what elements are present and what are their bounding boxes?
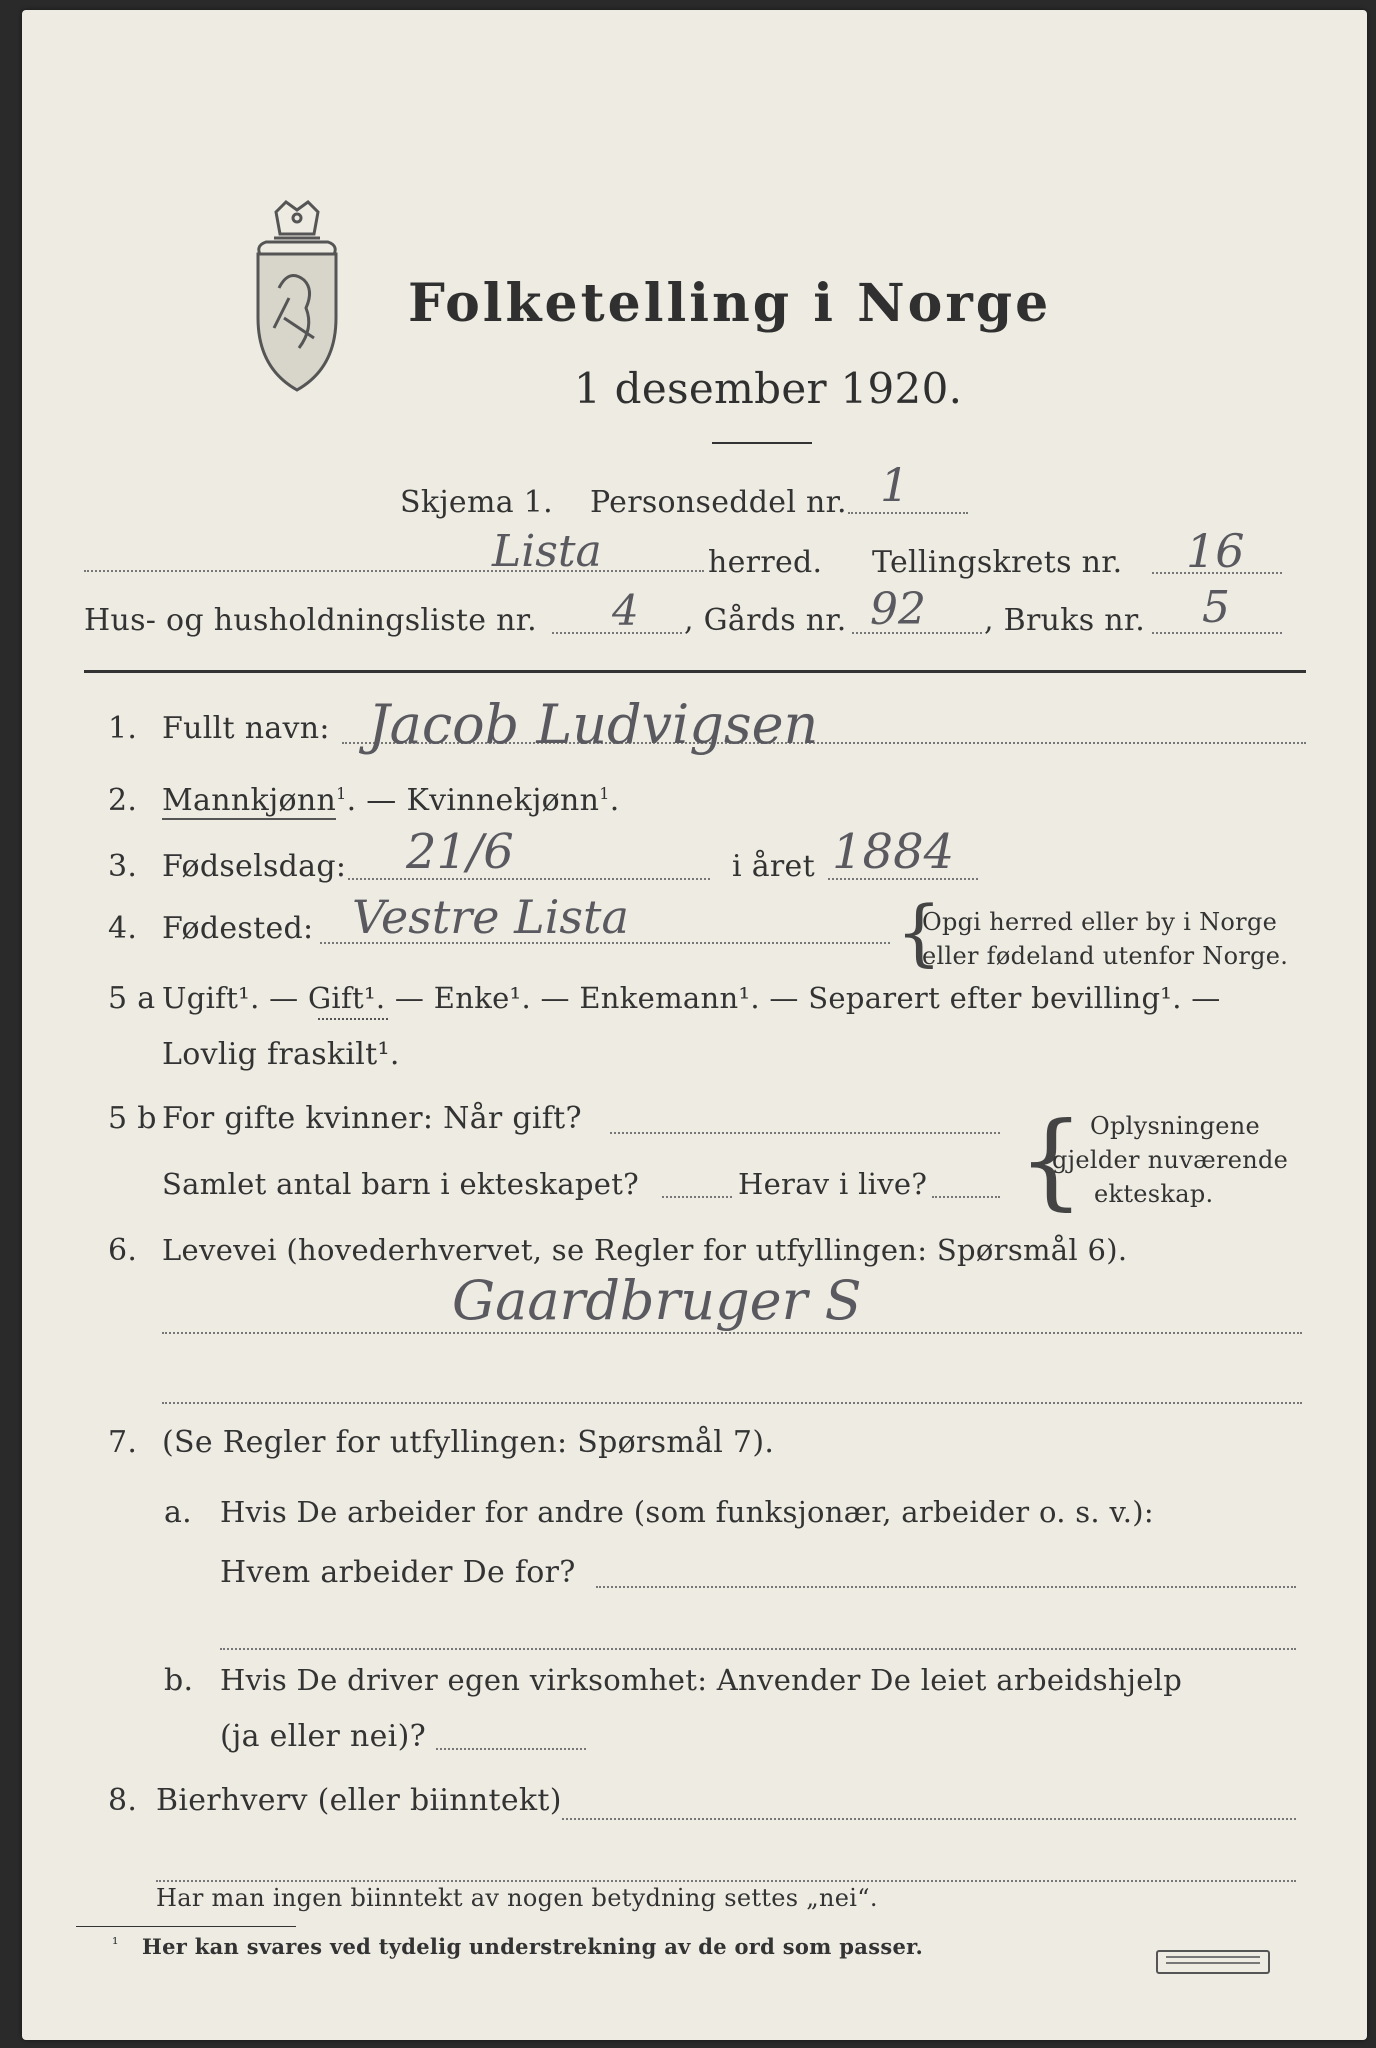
hus-value[interactable]: 4 [612, 586, 639, 635]
q3-label: Fødselsdag: [162, 849, 347, 884]
q7b-line2: (ja eller nei)? [220, 1719, 426, 1754]
q6-number: 6. [108, 1233, 138, 1268]
form-title: Folketelling i Norge [408, 273, 1052, 334]
q3-number: 3. [108, 849, 138, 884]
q1-number: 1. [108, 711, 138, 746]
q4-number: 4. [108, 911, 138, 946]
q5b-number: 5 b [108, 1101, 157, 1136]
personseddel-value[interactable]: 1 [880, 458, 910, 512]
q5b-children-label: Samlet antal barn i ekteskapet? [162, 1167, 639, 1201]
q5b-note-line3: ekteskap. [1094, 1180, 1214, 1208]
q7a-number: a. [164, 1495, 193, 1530]
birthplace-value[interactable]: Vestre Lista [352, 890, 629, 944]
biinntekt-note: Har man ingen biinntekt av nogen betydning settes „nei“. [156, 1884, 878, 1912]
census-date: 1 desember 1920. [574, 364, 963, 413]
q7b-line1: Hvis De driver egen virksomhet: Anvender De leiet arbeidshjelp [220, 1663, 1183, 1697]
kvinnekjonn-option[interactable]: Kvinnekjønn [406, 783, 600, 818]
tellingskrets-label: Tellingskrets nr. [872, 545, 1123, 580]
gards-label: , Gårds nr. [684, 603, 847, 638]
coat-of-arms-icon [244, 198, 350, 398]
year-label: i året [732, 849, 815, 884]
full-name-value[interactable]: Jacob Ludvigsen [368, 693, 819, 756]
personseddel-label: Personseddel nr. [590, 485, 847, 520]
q7-label: (Se Regler for utfyllingen: Spørsmål 7). [162, 1425, 775, 1460]
title-underline [712, 442, 812, 444]
marital-status-options[interactable]: Ugift¹. — Gift¹. — Enke¹. — Enkemann¹. — Separert efter bevilling¹. — [162, 981, 1221, 1015]
q5a-number: 5 a [108, 981, 156, 1016]
herred-label: herred. [708, 545, 823, 580]
q5b-married-when-label: For gifte kvinner: Når gift? [162, 1101, 582, 1136]
hus-label: Hus- og husholdningsliste nr. [84, 603, 537, 638]
skjema-label: Skjema 1. [400, 485, 553, 520]
q2-number: 2. [108, 783, 138, 818]
q7b-answer-line[interactable] [436, 1748, 586, 1750]
footnote-text: Her kan svares ved tydelig understrekning av de ord som passer. [142, 1934, 924, 1959]
q7a-line1: Hvis De arbeider for andre (som funksjonær, arbeider o. s. v.): [220, 1495, 1154, 1529]
q7a-line2: Hvem arbeider De for? [220, 1555, 576, 1590]
birth-year-value[interactable]: 1884 [832, 824, 955, 880]
birth-date-value[interactable]: 21/6 [406, 824, 514, 880]
q2-options: Mannkjønn$^1$. — Kvinnekjønn$^1$. [162, 783, 620, 818]
birthplace-note-line2: eller fødeland utenfor Norge. [922, 942, 1289, 970]
occupation-value[interactable]: Gaardbruger S [452, 1269, 862, 1332]
gift-underline [318, 1018, 388, 1020]
q4-label: Fødested: [162, 911, 314, 946]
gards-value[interactable]: 92 [870, 584, 926, 635]
bruks-value[interactable]: 5 [1202, 582, 1230, 633]
header-separator [84, 670, 1306, 673]
q7-number: 7. [108, 1425, 138, 1460]
q8-label: Bierhverv (eller biinntekt) [156, 1783, 562, 1818]
footnote-separator [76, 1926, 296, 1927]
bruks-label: , Bruks nr. [984, 603, 1146, 638]
footnote-mark: ¹ [112, 1934, 119, 1953]
q6-label: Levevei (hovederhvervet, se Regler for utfyllingen: Spørsmål 6). [162, 1233, 1128, 1267]
q7a-answer-line[interactable] [596, 1586, 1296, 1588]
census-form-page: Folketelling i Norge 1 desember 1920. Skjema 1. Personseddel nr. 1 Lista herred. Tellingskrets nr. 16 Hus- og husholdningsliste nr. 4 , Gårds nr. 92 , Bruks nr. 5 1. Fullt navn: Jacob Ludvigsen 2. Mannkjønn$^1$. — Kvinnekjønn$^1$. 3. Fødselsdag: 21/6 i året 1884 4. Fødested: Vestre Lista { Opgi herred eller by i Norge eller fødeland utenfor Norge. 5 a Ugift¹. — Gift¹. — Enke¹. — Enkemann¹. — Separert efter bevilling¹. — Lovlig fraskilt¹. 5 b For gifte kvinner: Når gift? Samlet antal barn i ekteskapet? Herav i live? { Oplysningene gjelder nuværende ekteskap. 6. Levevei (hovederhvervet, se Regler for utfyllingen: Spørsmål 6). Gaardbruger S 7. (Se Regler for utfyllingen: Spørsmål 7). a. Hvis De arbeider for andre (som funksjonær, arbeider o. s. v.): Hvem arbeider De for? b. Hvis De driver egen virksomhet: Anvender De leiet arbeidshjelp (ja eller nei)? 8. Bierhverv (eller biinntekt) Har man ingen biinntekt av nogen betydning settes „nei“. ¹ Her kan svares ved tydelig understrekning av de ord som passer. [22, 10, 1367, 2040]
q8-number: 8. [108, 1783, 138, 1818]
q5b-note-line1: Oplysningene [1090, 1112, 1261, 1140]
q5b-note-line2: gjelder nuværende [1052, 1146, 1289, 1174]
q8-answer-line[interactable] [562, 1818, 1296, 1820]
q5b-alive-label: Herav i live? [738, 1167, 928, 1201]
herred-value[interactable]: Lista [492, 526, 602, 577]
marital-status-line2[interactable]: Lovlig fraskilt¹. [162, 1037, 400, 1072]
mannkjonn-option[interactable]: Mannkjønn [162, 783, 337, 818]
q1-label: Fullt navn: [162, 711, 330, 746]
tellingskrets-value[interactable]: 16 [1186, 524, 1245, 578]
q7b-number: b. [164, 1663, 194, 1698]
printer-stamp-icon [1156, 1950, 1270, 1974]
birthplace-note-line1: Opgi herred eller by i Norge [922, 908, 1278, 936]
